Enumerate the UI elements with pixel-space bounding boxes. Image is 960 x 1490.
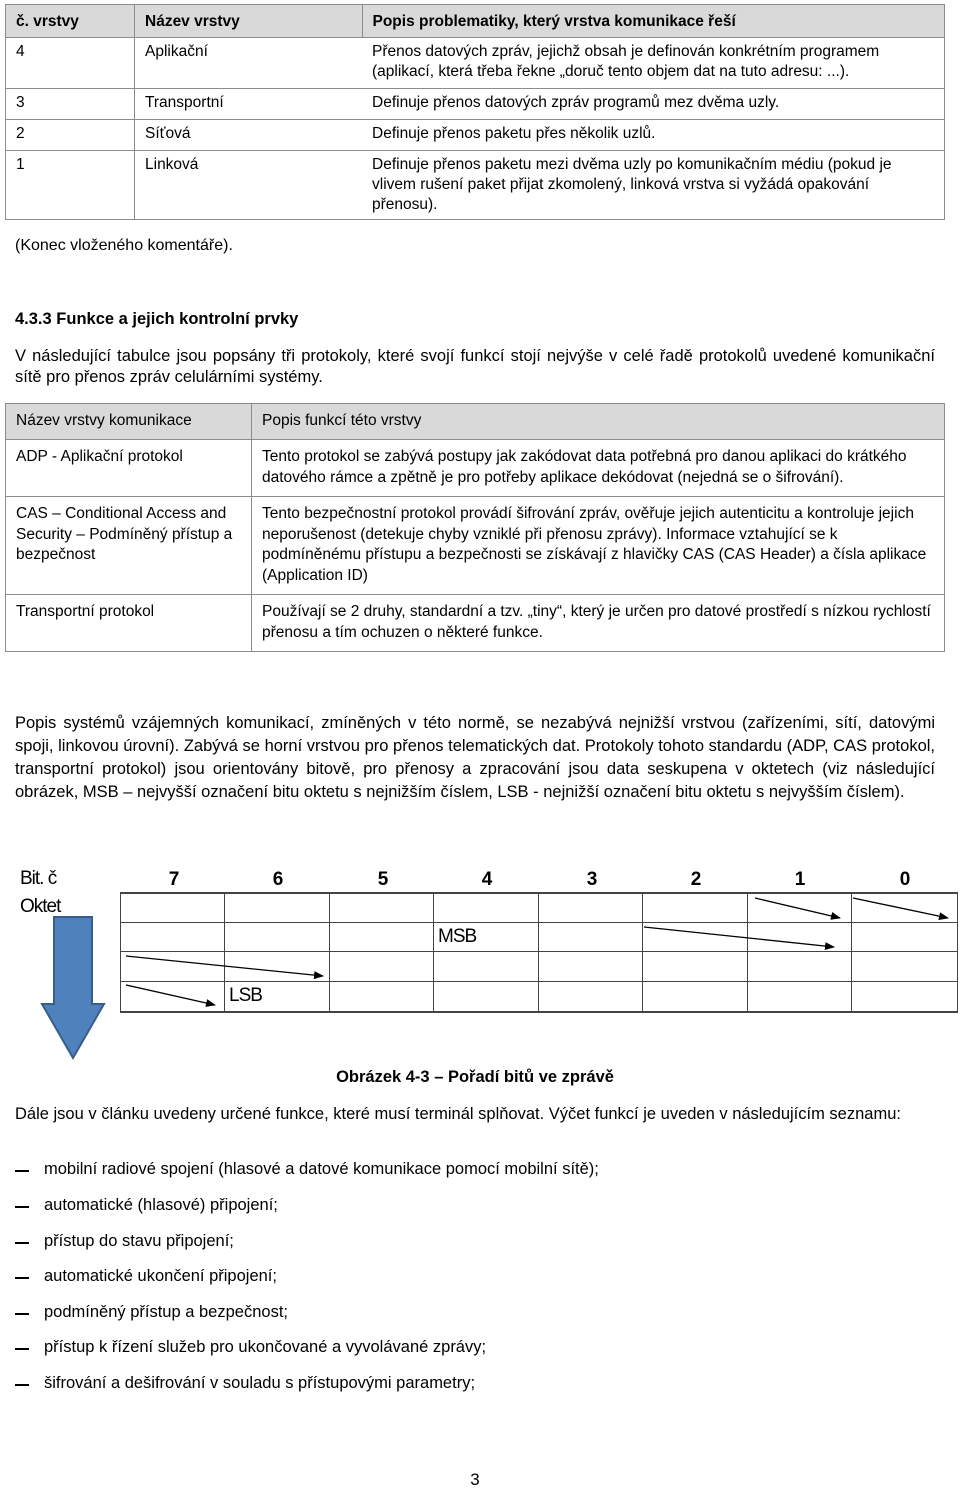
functions-intro-paragraph: Dále jsou v článku uvedeny určené funkce, které musí terminál splňovat. Výčet funkcí je uveden v následujícím seznamu: — [15, 1105, 901, 1123]
table-row — [6, 38, 945, 89]
layer-description: Definuje přenos paketu mezi dvěma uzly po komunikačním médiu (pokud je vlivem rušení paket přijat zkomolený, linková vrstva si vyžádá opakování přenosu). — [362, 151, 945, 220]
table-row — [6, 151, 945, 220]
table-row — [6, 595, 945, 652]
bit-number: 3 — [586, 869, 598, 890]
header-protocol-name: Název vrstvy komunikace — [6, 404, 252, 440]
layer-name: Aplikační — [135, 38, 363, 89]
bit-number: 5 — [377, 869, 389, 890]
layers-table — [5, 4, 945, 220]
header-layer-name: Název vrstvy — [135, 5, 363, 38]
section-heading: 4.3.3 Funkce a jejich kontrolní prvky — [15, 310, 299, 328]
layer-description: Definuje přenos datových zpráv programů mez dvěma uzly. — [362, 89, 945, 120]
bit-number: 1 — [794, 869, 806, 890]
layer-number: 1 — [6, 151, 135, 220]
bit-order-figure — [0, 860, 960, 1060]
bit-number-label: Bit. č — [20, 868, 57, 889]
intro-paragraph: V následující tabulce jsou popsány tři protokoly, které svojí funkcí stojí nejvýše v celé řadě protokolů uvedené komunikační sítě pro přenos zpráv celulárními systémy. — [15, 347, 935, 386]
arrow-line — [755, 898, 840, 918]
bit-number: 2 — [690, 869, 702, 890]
figure-caption: Obrázek 4-3 – Pořadí bitů ve zprávě — [336, 1068, 614, 1086]
table-row — [6, 89, 945, 120]
layer-number: 2 — [6, 120, 135, 151]
header-layer-number: č. vrstvy — [6, 5, 135, 38]
arrow-line — [126, 985, 215, 1005]
octet-label: Oktet — [20, 896, 61, 917]
layer-name: Transportní — [135, 89, 363, 120]
arrow-line — [853, 898, 948, 918]
protocol-name: Transportní protokol — [6, 595, 252, 652]
protocols-table-header — [6, 404, 945, 440]
layer-description: Přenos datových zpráv, jejichž obsah je definován konkrétním programem (aplikací, která třeba řekne „doruč tento objem dat na tuto adresu: ...). — [362, 38, 945, 89]
layer-number: 3 — [6, 89, 135, 120]
table-row — [6, 497, 945, 595]
protocols-table — [5, 403, 945, 652]
end-of-comment-note: (Konec vloženého komentáře). — [15, 237, 233, 254]
down-arrow-icon — [40, 916, 106, 1060]
table-row — [6, 120, 945, 151]
layer-description: Definuje přenos paketu přes několik uzlů. — [362, 120, 945, 151]
bit-number: 6 — [272, 869, 284, 890]
layer-name: Síťová — [135, 120, 363, 151]
bit-number: 0 — [899, 869, 911, 890]
bit-number: 4 — [481, 869, 493, 890]
header-protocol-description: Popis funkcí této vrstvy — [252, 404, 945, 440]
layer-name: Linková — [135, 151, 363, 220]
layers-table-header — [6, 5, 945, 38]
table-row — [6, 440, 945, 497]
page-number: 3 — [470, 1470, 480, 1489]
msb-label: MSB — [438, 926, 477, 947]
header-layer-description: Popis problematiky, který vrstva komunikace řeší — [362, 5, 945, 38]
systems-paragraph: Popis systémů vzájemných komunikací, zmíněných v této normě, se nezabývá nejnižší vrstvou (zařízeními, sítí, datovými spoji, linkovou úrovní). Zabývá se horní vrstvou pro přenos telematických dat. Protokoly tohoto standardu (ADP, CAS protokol, transportní protokol) jsou orientovány bitově, pro přenosy a zpracování jsou data seskupena v oktetech (viz následující obrázek, MSB – nejvyšší označení bitu oktetu s nejnižším číslem, LSB - nejnižší označení bitu oktetu s nejvyšším číslem). — [15, 714, 935, 801]
arrow-line — [126, 956, 323, 976]
arrow-line — [644, 927, 834, 947]
bit-number: 7 — [168, 869, 180, 890]
protocol-name: CAS – Conditional Access and Security – Podmíněný přístup a bezpečnost — [6, 497, 252, 595]
lsb-label: LSB — [229, 985, 262, 1006]
protocol-description: Tento bezpečnostní protokol provádí šifrování zpráv, ověřuje jejich autenticitu a kontroluje jejich neporušenost (detekuje chyby vzniklé při přenosu zprávy). Informace vztahující se k podmíněnému přístupu a bezpečnosti se získávají z hlavičky CAS (CAS Header) a čísla aplikace (Application ID) — [252, 497, 945, 595]
protocol-description: Používají se 2 druhy, standardní a tzv. „tiny“, který je určen pro datové prostředí s nízkou rychlostí přenosu a tím ochuzen o některé funkce. — [252, 595, 945, 652]
protocol-description: Tento protokol se zabývá postupy jak zakódovat data potřebná pro danou aplikaci do krátkého datového rámce a zpětně je pro potřeby aplikace dekódovat (nejedná se o šifrování). — [252, 440, 945, 497]
protocol-name: ADP - Aplikační protokol — [6, 440, 252, 497]
layer-number: 4 — [6, 38, 135, 89]
